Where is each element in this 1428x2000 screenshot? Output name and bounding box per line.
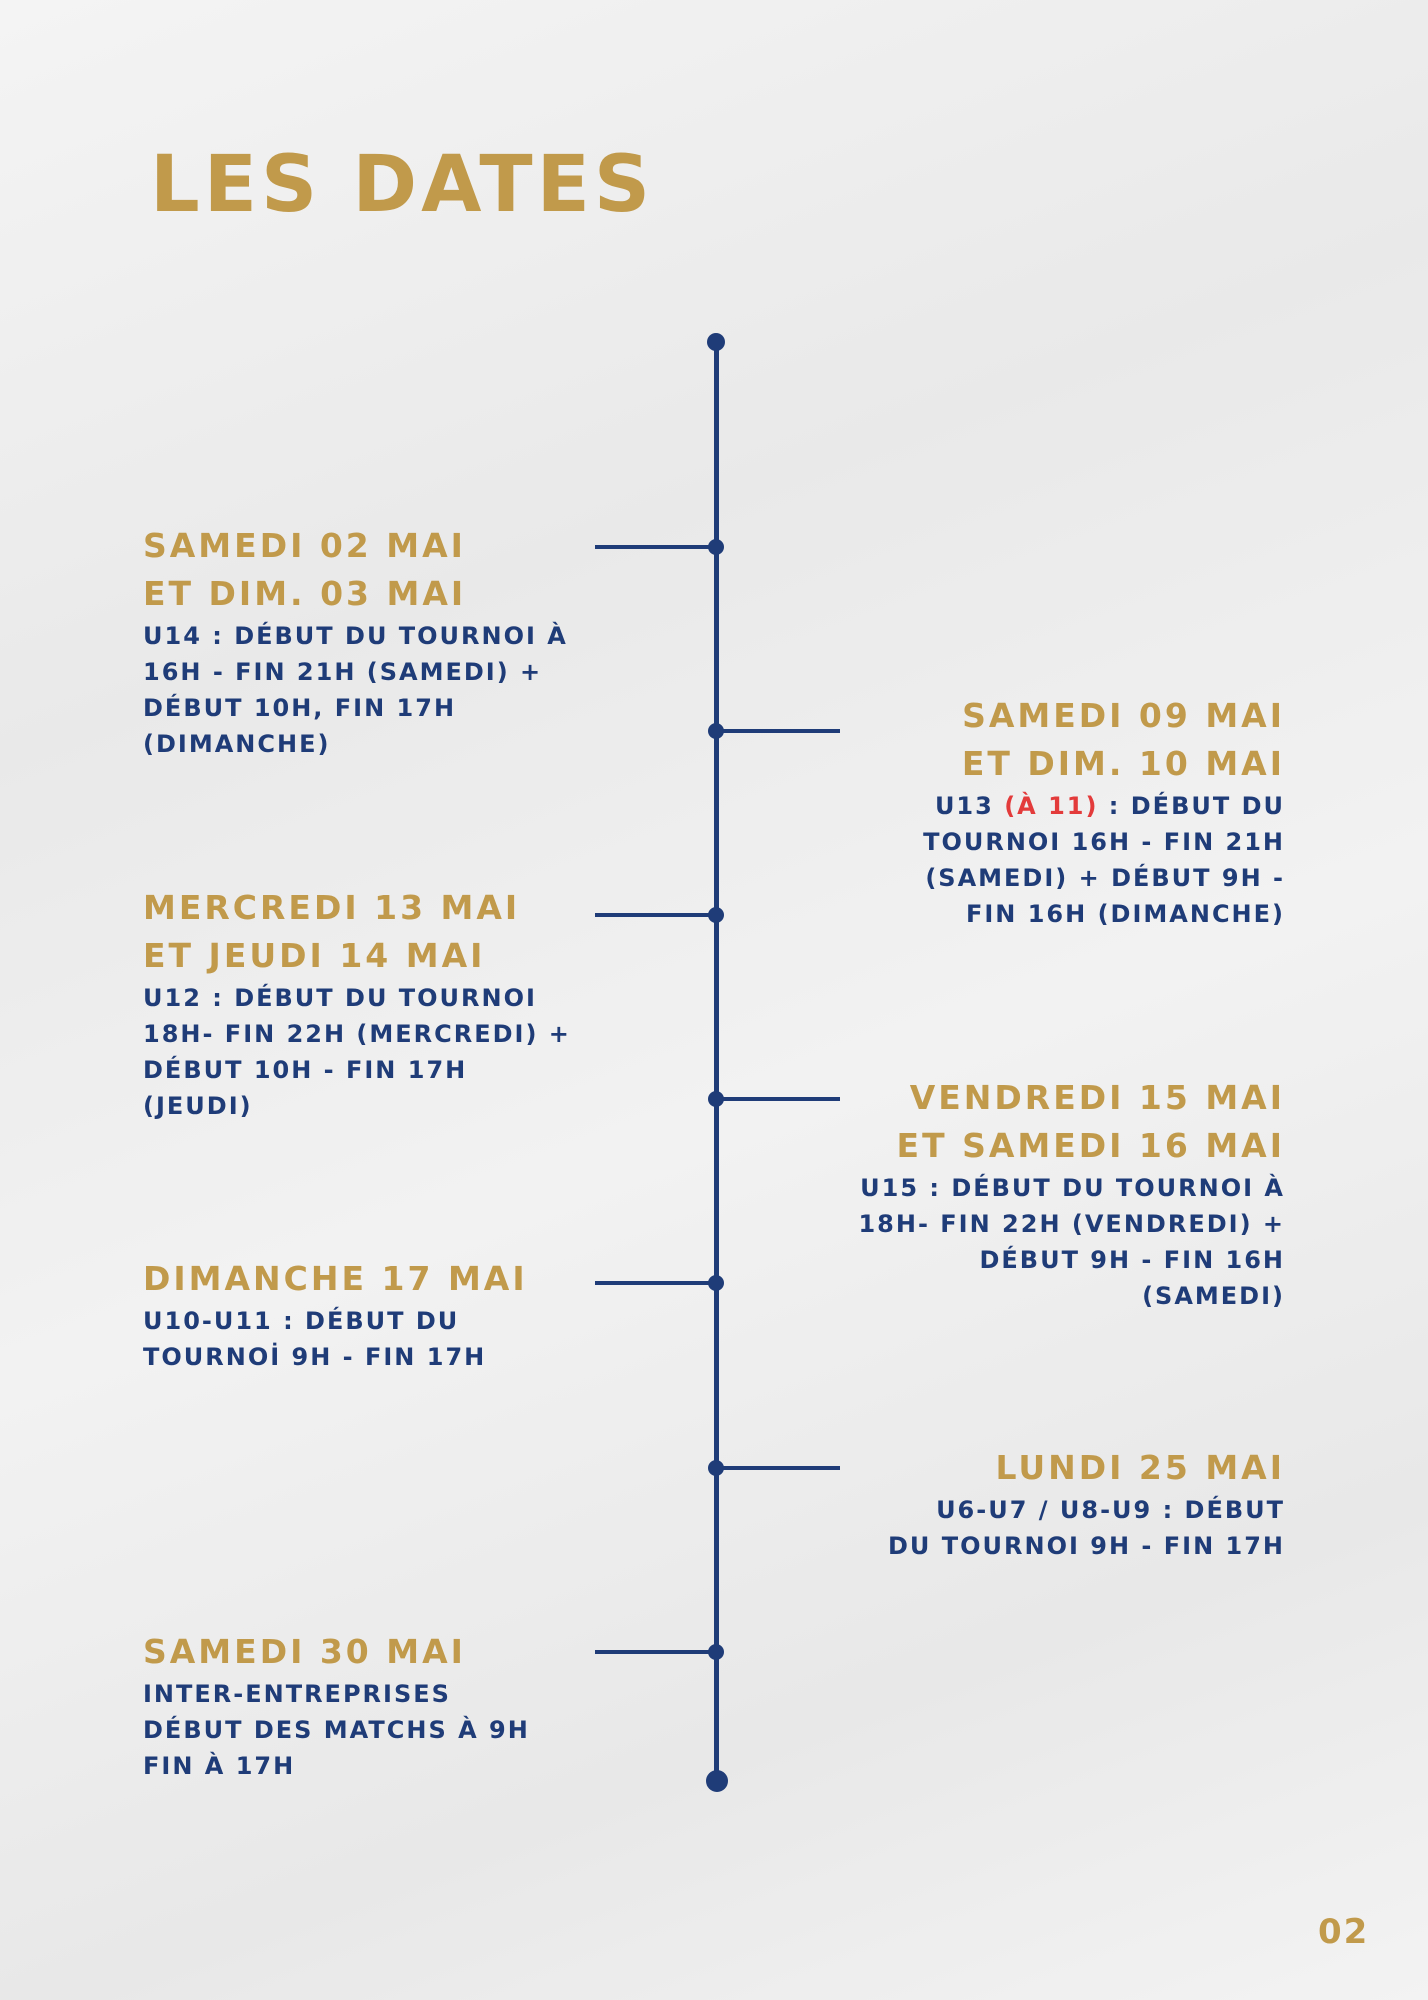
event-description-line: INTER-ENTREPRISES <box>143 1680 451 1708</box>
timeline-node-6 <box>708 1460 724 1476</box>
event-description-line: TOURNOI 16H - FIN 21H <box>923 828 1285 856</box>
timeline-end-dot <box>706 1770 728 1792</box>
timeline-node-3 <box>708 907 724 923</box>
event-date: SAMEDI 02 MAI <box>143 526 466 565</box>
event-entry <box>143 522 593 762</box>
event-date: VENDREDI 15 MAI <box>909 1078 1285 1117</box>
timeline-connector-6 <box>716 1466 840 1470</box>
event-description-line <box>835 788 1285 824</box>
timeline-node-7 <box>708 1644 724 1660</box>
timeline-connector-1 <box>595 545 717 549</box>
event-description-line: 18H- FIN 22H (MERCREDI) + <box>143 1020 571 1048</box>
timeline-connector-3 <box>595 913 717 917</box>
timeline-node-1 <box>708 539 724 555</box>
event-date: DIMANCHE 17 MAI <box>143 1259 528 1298</box>
timeline-connector-4 <box>716 1097 840 1101</box>
timeline-connector-7 <box>595 1650 717 1654</box>
event-entry <box>835 692 1285 932</box>
event-note: (À 11) <box>1004 792 1099 820</box>
event-description-line: U6-U7 / U8-U9 : DÉBUT <box>936 1496 1285 1524</box>
event-description-line: U15 : DÉBUT DU TOURNOI À <box>860 1174 1285 1202</box>
event-description-line: DÉBUT 10H - FIN 17H <box>143 1056 468 1084</box>
event-date: ET DIM. 03 MAI <box>143 574 467 613</box>
event-description-line: (SAMEDI) <box>1142 1282 1285 1310</box>
event-description-line: 18H- FIN 22H (VENDREDI) + <box>858 1210 1285 1238</box>
event-date: SAMEDI 09 MAI <box>962 696 1285 735</box>
event-date: ET SAMEDI 16 MAI <box>896 1126 1285 1165</box>
event-entry <box>835 1074 1285 1314</box>
event-description-line: 16H - FIN 21H (SAMEDI) + <box>143 658 543 686</box>
event-description-line: FIN À 17H <box>143 1752 296 1780</box>
event-description-line: FIN 16H (DIMANCHE) <box>965 900 1285 928</box>
event-date: SAMEDI 30 MAI <box>143 1632 466 1671</box>
event-description-line: TOURNOİ 9H - FIN 17H <box>143 1343 487 1371</box>
event-description-line: (DIMANCHE) <box>143 730 331 758</box>
event-description-line: (SAMEDI) + DÉBUT 9H - <box>925 864 1285 892</box>
timeline-node-4 <box>708 1091 724 1107</box>
timeline-connector-2 <box>716 729 840 733</box>
event-date: ET DIM. 10 MAI <box>961 744 1285 783</box>
event-date: MERCREDI 13 MAI <box>143 888 521 927</box>
event-description-line: (JEUDI) <box>143 1092 253 1120</box>
timeline-connector-5 <box>595 1281 717 1285</box>
event-description-text: : DÉBUT DU <box>1098 792 1285 820</box>
event-description-line: U10-U11 : DÉBUT DU <box>143 1307 460 1335</box>
event-date: LUNDI 25 MAI <box>995 1448 1285 1487</box>
event-description-line: DÉBUT 10H, FIN 17H <box>143 694 457 722</box>
event-description-line: DÉBUT 9H - FIN 16H <box>979 1246 1285 1274</box>
event-description-text: U13 <box>934 792 1005 820</box>
timeline-node-5 <box>708 1275 724 1291</box>
event-description-line: DÉBUT DES MATCHS À 9H <box>143 1716 530 1744</box>
timeline-start-dot <box>707 333 725 351</box>
page-number: 02 <box>1318 1912 1370 1952</box>
event-entry <box>143 1628 593 1784</box>
event-description-line: U12 : DÉBUT DU TOURNOI <box>143 984 537 1012</box>
timeline-axis <box>714 341 719 1781</box>
event-entry <box>835 1444 1285 1564</box>
event-date: ET JEUDI 14 MAI <box>143 936 486 975</box>
event-entry <box>143 1255 593 1375</box>
page-title: LES DATES <box>150 140 655 230</box>
event-description-line: U14 : DÉBUT DU TOURNOI À <box>143 622 568 650</box>
event-entry <box>143 884 593 1124</box>
event-description-line: DU TOURNOI 9H - FIN 17H <box>888 1532 1285 1560</box>
timeline-node-2 <box>708 723 724 739</box>
